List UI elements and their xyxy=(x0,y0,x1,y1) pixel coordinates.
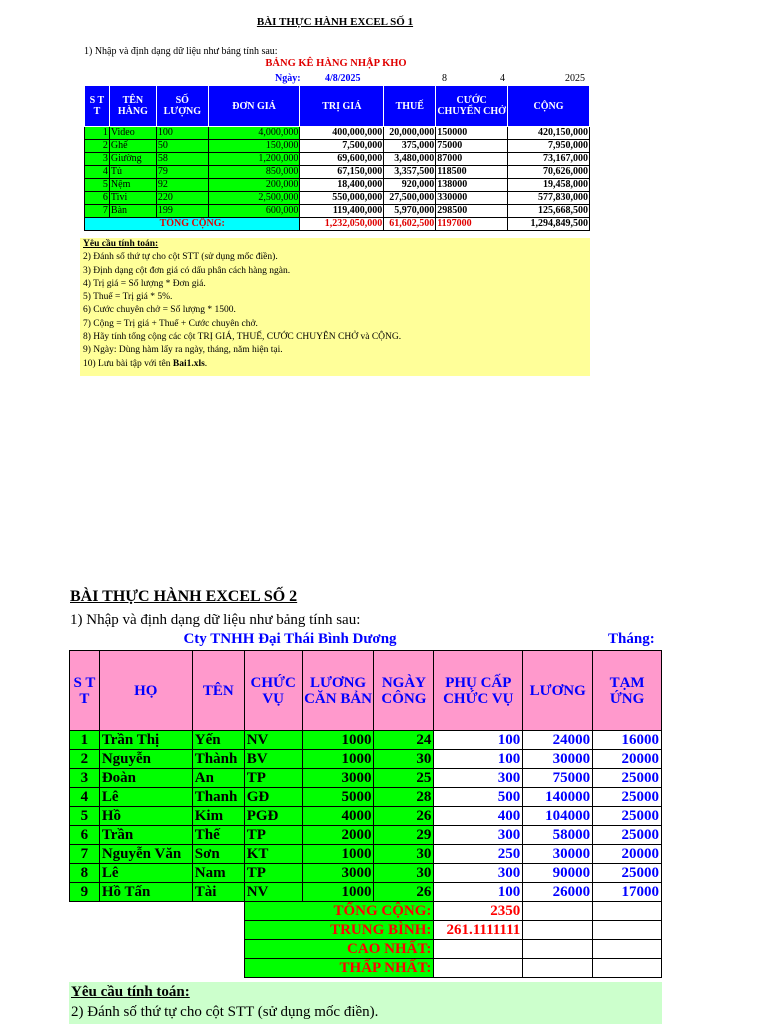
cell-cong[interactable]: 577,830,000 xyxy=(508,192,590,205)
blank-cell xyxy=(70,902,245,921)
cell-luong[interactable]: 75000 xyxy=(523,769,593,788)
table-row xyxy=(70,845,662,864)
cell-luong[interactable]: 104000 xyxy=(523,807,593,826)
note-item: 10) Lưu bài tập với tên Bai1.xls. xyxy=(83,358,208,369)
cell-ngay-cong[interactable]: 30 xyxy=(374,750,434,769)
cell-ho[interactable]: Hồ Tấn xyxy=(99,883,192,902)
cell-phu-cap-chuc-vu[interactable]: 300 xyxy=(434,864,523,883)
table-row xyxy=(70,731,662,750)
cell-so-luong[interactable]: 100 xyxy=(156,127,208,140)
empty-cell[interactable] xyxy=(523,902,593,921)
cell-phu-cap-chuc-vu[interactable]: 500 xyxy=(434,788,523,807)
cell-stt[interactable]: 2 xyxy=(70,750,100,769)
cell-tri-gia[interactable]: 400,000,000 xyxy=(300,127,384,140)
cell-ngay-cong[interactable]: 29 xyxy=(374,826,434,845)
cell-tri-gia[interactable]: 69,600,000 xyxy=(300,153,384,166)
cell-luong-can-ban[interactable]: 1000 xyxy=(302,731,374,750)
cell-don-gia[interactable]: 2,500,000 xyxy=(208,192,300,205)
cell-stt[interactable]: 6 xyxy=(70,826,100,845)
cell-chuc-vu[interactable]: KT xyxy=(244,845,302,864)
cell-ngay-cong[interactable]: 26 xyxy=(374,807,434,826)
header-ho[interactable]: HỌ xyxy=(99,651,192,731)
empty-cell[interactable] xyxy=(593,902,662,921)
note-item: 7) Cộng = Trị giá + Thuế + Cước chuyên chở. xyxy=(83,318,258,329)
table-row xyxy=(70,750,662,769)
empty-cell[interactable] xyxy=(593,940,662,959)
cell-tam-ung[interactable]: 25000 xyxy=(593,826,662,845)
total-thue[interactable]: 61,602,500 xyxy=(384,218,436,231)
cell-cuoc-chuyen-cho[interactable]: 330000 xyxy=(436,192,508,205)
cell-phu-cap-chuc-vu[interactable]: 100 xyxy=(434,883,523,902)
cell-phu-cap-chuc-vu[interactable]: 300 xyxy=(434,826,523,845)
table-row xyxy=(85,179,590,192)
cell-tri-gia[interactable]: 119,400,000 xyxy=(300,205,384,218)
cell-stt[interactable]: 7 xyxy=(85,205,110,218)
cell-luong-can-ban[interactable]: 1000 xyxy=(302,883,374,902)
cell-don-gia[interactable]: 4,000,000 xyxy=(208,127,300,140)
cell-ngay-cong[interactable]: 25 xyxy=(374,769,434,788)
cell-ho[interactable]: Hồ xyxy=(99,807,192,826)
header-thue[interactable]: THUẾ xyxy=(384,86,436,127)
cell-ten[interactable]: Thành xyxy=(192,750,244,769)
cell-cuoc-chuyen-cho[interactable]: 118500 xyxy=(436,166,508,179)
cell-luong[interactable]: 24000 xyxy=(523,731,593,750)
company-name: Cty TNHH Đại Thái Bình Dương xyxy=(183,631,397,647)
cell-cong[interactable]: 73,167,000 xyxy=(508,153,590,166)
cell-ten[interactable]: Nam xyxy=(192,864,244,883)
exercise2-table xyxy=(69,650,662,978)
cell-cong[interactable]: 125,668,500 xyxy=(508,205,590,218)
cell-stt[interactable]: 5 xyxy=(85,179,110,192)
total-cuoc-chuyen-cho[interactable]: 1197000 xyxy=(436,218,508,231)
blank-cell xyxy=(70,959,245,978)
table-row xyxy=(70,826,662,845)
cell-chuc-vu[interactable]: TP xyxy=(244,769,302,788)
cell-ten-hang[interactable]: Tivi xyxy=(109,192,156,205)
cell-thue[interactable]: 5,970,000 xyxy=(384,205,436,218)
cell-luong-can-ban[interactable]: 3000 xyxy=(302,769,374,788)
exercise1-notes xyxy=(80,238,590,376)
header-ten-hang[interactable]: TÊN HÀNG xyxy=(109,86,156,127)
cell-don-gia[interactable]: 850,000 xyxy=(208,166,300,179)
summary-value[interactable]: 261.1111111 xyxy=(434,921,523,940)
cell-ten[interactable]: Tài xyxy=(192,883,244,902)
cell-tam-ung[interactable]: 17000 xyxy=(593,883,662,902)
exercise1-table-title: BẢNG KÊ HÀNG NHẬP KHO xyxy=(265,58,407,69)
header-stt[interactable]: S T T xyxy=(70,651,100,731)
cell-phu-cap-chuc-vu[interactable]: 400 xyxy=(434,807,523,826)
summary-row xyxy=(70,959,662,978)
cell-so-luong[interactable]: 92 xyxy=(156,179,208,192)
cell-luong[interactable]: 90000 xyxy=(523,864,593,883)
blank-cell xyxy=(70,921,245,940)
cell-so-luong[interactable]: 79 xyxy=(156,166,208,179)
summary-label[interactable]: CAO NHẤT: xyxy=(244,940,434,959)
note-item: 5) Thuế = Trị giá * 5%. xyxy=(83,292,173,303)
note-item: 6) Cước chuyên chở = Số lượng * 1500. xyxy=(83,305,236,316)
cell-don-gia[interactable]: 150,000 xyxy=(208,140,300,153)
summary-value[interactable] xyxy=(434,959,523,978)
header-luong[interactable]: LƯƠNG xyxy=(523,651,593,731)
empty-cell[interactable] xyxy=(593,959,662,978)
cell-chuc-vu[interactable]: GĐ xyxy=(244,788,302,807)
cell-thue[interactable]: 27,500,000 xyxy=(384,192,436,205)
table-row xyxy=(70,788,662,807)
cell-cuoc-chuyen-cho[interactable]: 138000 xyxy=(436,179,508,192)
cell-ngay-cong[interactable]: 30 xyxy=(374,845,434,864)
cell-ho[interactable]: Nguyễn Văn xyxy=(99,845,192,864)
cell-so-luong[interactable]: 199 xyxy=(156,205,208,218)
cell-thue[interactable]: 20,000,000 xyxy=(384,127,436,140)
summary-label[interactable]: THẤP NHẤT: xyxy=(244,959,434,978)
date-label: Ngày: xyxy=(275,73,301,84)
cell-stt[interactable]: 8 xyxy=(70,864,100,883)
cell-chuc-vu[interactable]: TP xyxy=(244,826,302,845)
cell-phu-cap-chuc-vu[interactable]: 100 xyxy=(434,750,523,769)
cell-cong[interactable]: 19,458,000 xyxy=(508,179,590,192)
cell-luong-can-ban[interactable]: 5000 xyxy=(302,788,374,807)
cell-ten-hang[interactable]: Bàn xyxy=(109,205,156,218)
cell-phu-cap-chuc-vu[interactable]: 100 xyxy=(434,731,523,750)
cell-luong-can-ban[interactable]: 3000 xyxy=(302,864,374,883)
cell-stt[interactable]: 9 xyxy=(70,883,100,902)
empty-cell[interactable] xyxy=(523,959,593,978)
exercise1-date-row xyxy=(84,73,588,85)
cell-ngay-cong[interactable]: 26 xyxy=(374,883,434,902)
notes-heading: Yêu cầu tính toán: xyxy=(83,239,159,249)
cell-ten-hang[interactable]: Tủ xyxy=(109,166,156,179)
cell-chuc-vu[interactable]: PGĐ xyxy=(244,807,302,826)
cell-ho[interactable]: Lê xyxy=(99,788,192,807)
header-luong-can-ban[interactable]: LƯƠNG CĂN BẢN xyxy=(302,651,374,731)
cell-stt[interactable]: 4 xyxy=(85,166,110,179)
header-cong[interactable]: CỘNG xyxy=(508,86,590,127)
cell-phu-cap-chuc-vu[interactable]: 250 xyxy=(434,845,523,864)
cell-ngay-cong[interactable]: 30 xyxy=(374,864,434,883)
cell-so-luong[interactable]: 50 xyxy=(156,140,208,153)
table-row xyxy=(70,883,662,902)
cell-tri-gia[interactable]: 7,500,000 xyxy=(300,140,384,153)
cell-ho[interactable]: Nguyễn xyxy=(99,750,192,769)
year-value[interactable]: 2025 xyxy=(565,73,585,84)
month-label: Tháng: xyxy=(608,631,655,647)
summary-label[interactable]: TRUNG BÌNH: xyxy=(244,921,434,940)
table-row xyxy=(85,140,590,153)
cell-tri-gia[interactable]: 550,000,000 xyxy=(300,192,384,205)
note-item: 8) Hãy tính tổng cộng các cột TRỊ GIÁ, THUẾ, CƯỚC CHUYÊN CHỞ và CỘNG. xyxy=(83,332,402,343)
summary-row xyxy=(70,921,662,940)
header-tri-gia[interactable]: TRỊ GIÁ xyxy=(300,86,384,127)
cell-ngay-cong[interactable]: 24 xyxy=(374,731,434,750)
cell-cuoc-chuyen-cho[interactable]: 75000 xyxy=(436,140,508,153)
header-stt[interactable]: S T T xyxy=(85,86,110,127)
cell-cuoc-chuyen-cho[interactable]: 150000 xyxy=(436,127,508,140)
table-row xyxy=(85,153,590,166)
cell-ten[interactable]: An xyxy=(192,769,244,788)
summary-value[interactable]: 2350 xyxy=(434,902,523,921)
cell-chuc-vu[interactable]: TP xyxy=(244,864,302,883)
cell-thue[interactable]: 3,480,000 xyxy=(384,153,436,166)
cell-ten[interactable]: Kim xyxy=(192,807,244,826)
exercise1-table xyxy=(84,85,590,231)
cell-ten-hang[interactable]: Ghế xyxy=(109,140,156,153)
cell-ten[interactable]: Thanh xyxy=(192,788,244,807)
cell-ten-hang[interactable]: Nệm xyxy=(109,179,156,192)
cell-tam-ung[interactable]: 25000 xyxy=(593,807,662,826)
exercise1-title: BÀI THỰC HÀNH EXCEL SỐ 1 xyxy=(256,16,414,28)
exercise2-title: BÀI THỰC HÀNH EXCEL SỐ 2 xyxy=(70,588,298,605)
summary-value[interactable] xyxy=(434,940,523,959)
blank-cell xyxy=(70,940,245,959)
table-row xyxy=(85,127,590,140)
cell-stt[interactable]: 5 xyxy=(70,807,100,826)
cell-ho[interactable]: Lê xyxy=(99,864,192,883)
header-don-gia[interactable]: ĐƠN GIÁ xyxy=(208,86,300,127)
header-so-luong[interactable]: SỐ LƯỢNG xyxy=(156,86,208,127)
notes-heading: Yêu cầu tính toán: xyxy=(71,984,190,1000)
cell-ho[interactable]: Đoàn xyxy=(99,769,192,788)
cell-ho[interactable]: Trần Thị xyxy=(99,731,192,750)
table-row xyxy=(85,205,590,218)
table-row xyxy=(70,864,662,883)
total-row xyxy=(85,218,590,231)
header-ten[interactable]: TÊN xyxy=(192,651,244,731)
month-value[interactable]: 4 xyxy=(500,73,505,84)
cell-ten-hang[interactable]: Video xyxy=(109,127,156,140)
cell-stt[interactable]: 2 xyxy=(85,140,110,153)
empty-cell[interactable] xyxy=(523,921,593,940)
header-phu-cap-chuc-vu[interactable]: PHỤ CẤP CHỨC VỤ xyxy=(434,651,523,731)
cell-luong-can-ban[interactable]: 1000 xyxy=(302,750,374,769)
cell-so-luong[interactable]: 58 xyxy=(156,153,208,166)
cell-stt[interactable]: 1 xyxy=(85,127,110,140)
total-cong[interactable]: 1,294,849,500 xyxy=(508,218,590,231)
cell-thue[interactable]: 375,000 xyxy=(384,140,436,153)
empty-cell[interactable] xyxy=(593,921,662,940)
cell-cuoc-chuyen-cho[interactable]: 87000 xyxy=(436,153,508,166)
cell-tam-ung[interactable]: 25000 xyxy=(593,788,662,807)
cell-luong-can-ban[interactable]: 1000 xyxy=(302,845,374,864)
total-tri-gia[interactable]: 1,232,050,000 xyxy=(300,218,384,231)
cell-thue[interactable]: 3,357,500 xyxy=(384,166,436,179)
cell-tam-ung[interactable]: 25000 xyxy=(593,864,662,883)
cell-tri-gia[interactable]: 67,150,000 xyxy=(300,166,384,179)
cell-ten[interactable]: Thế xyxy=(192,826,244,845)
cell-tam-ung[interactable]: 25000 xyxy=(593,769,662,788)
table-row xyxy=(70,807,662,826)
note-item: 2) Đánh số thứ tự cho cột STT (sử dụng mốc điền). xyxy=(83,252,278,263)
cell-ten[interactable]: Yến xyxy=(192,731,244,750)
total-label[interactable]: TỔNG CỘNG: xyxy=(85,218,300,231)
empty-cell[interactable] xyxy=(523,940,593,959)
cell-luong[interactable]: 30000 xyxy=(523,750,593,769)
cell-tam-ung[interactable]: 20000 xyxy=(593,750,662,769)
exercise1-intro: 1) Nhập và định dạng dữ liệu như bảng tính sau: xyxy=(84,46,278,57)
table-row xyxy=(70,769,662,788)
cell-chuc-vu[interactable]: BV xyxy=(244,750,302,769)
cell-phu-cap-chuc-vu[interactable]: 300 xyxy=(434,769,523,788)
cell-stt[interactable]: 3 xyxy=(70,769,100,788)
cell-luong[interactable]: 58000 xyxy=(523,826,593,845)
cell-chuc-vu[interactable]: NV xyxy=(244,731,302,750)
header-tam-ung[interactable]: TẠM ỨNG xyxy=(593,651,662,731)
note-item: 9) Ngày: Dùng hàm lấy ra ngày, tháng, năm hiện tại. xyxy=(83,345,283,356)
cell-luong-can-ban[interactable]: 4000 xyxy=(302,807,374,826)
cell-cuoc-chuyen-cho[interactable]: 298500 xyxy=(436,205,508,218)
cell-don-gia[interactable]: 200,000 xyxy=(208,179,300,192)
summary-row xyxy=(70,902,662,921)
cell-stt[interactable]: 3 xyxy=(85,153,110,166)
cell-don-gia[interactable]: 1,200,000 xyxy=(208,153,300,166)
cell-cong[interactable]: 70,626,000 xyxy=(508,166,590,179)
cell-ten[interactable]: Sơn xyxy=(192,845,244,864)
cell-luong[interactable]: 140000 xyxy=(523,788,593,807)
table-row xyxy=(85,192,590,205)
cell-chuc-vu[interactable]: NV xyxy=(244,883,302,902)
cell-ho[interactable]: Trần xyxy=(99,826,192,845)
cell-cong[interactable]: 7,950,000 xyxy=(508,140,590,153)
cell-don-gia[interactable]: 600,000 xyxy=(208,205,300,218)
cell-stt[interactable]: 4 xyxy=(70,788,100,807)
summary-label[interactable]: TỔNG CỘNG: xyxy=(244,902,434,921)
cell-cong[interactable]: 420,150,000 xyxy=(508,127,590,140)
day-value[interactable]: 8 xyxy=(442,73,447,84)
header-cuoc-chuyen-cho[interactable]: CƯỚC CHUYỂN CHỞ xyxy=(436,86,508,127)
header-chuc-vu[interactable]: CHỨC VỤ xyxy=(244,651,302,731)
table-row xyxy=(85,166,590,179)
cell-tam-ung[interactable]: 16000 xyxy=(593,731,662,750)
exercise2-intro: 1) Nhập và định dạng dữ liệu như bảng tính sau: xyxy=(70,612,361,628)
cell-ngay-cong[interactable]: 28 xyxy=(374,788,434,807)
cell-thue[interactable]: 920,000 xyxy=(384,179,436,192)
cell-stt[interactable]: 6 xyxy=(85,192,110,205)
date-value[interactable]: 4/8/2025 xyxy=(325,73,361,84)
cell-so-luong[interactable]: 220 xyxy=(156,192,208,205)
cell-tam-ung[interactable]: 20000 xyxy=(593,845,662,864)
cell-luong[interactable]: 26000 xyxy=(523,883,593,902)
note-item: 4) Trị giá = Số lượng * Đơn giá. xyxy=(83,278,206,289)
cell-luong[interactable]: 30000 xyxy=(523,845,593,864)
cell-stt[interactable]: 1 xyxy=(70,731,100,750)
exercise2-notes xyxy=(69,982,662,1024)
cell-tri-gia[interactable]: 18,400,000 xyxy=(300,179,384,192)
header-ngay-cong[interactable]: NGÀY CÔNG xyxy=(374,651,434,731)
summary-row xyxy=(70,940,662,959)
cell-stt[interactable]: 7 xyxy=(70,845,100,864)
note-item: 3) Định dạng cột đơn giá có dấu phân cách hàng ngàn. xyxy=(83,265,291,276)
note-item: 2) Đánh số thứ tự cho cột STT (sử dụng mốc điền). xyxy=(71,1004,379,1020)
cell-luong-can-ban[interactable]: 2000 xyxy=(302,826,374,845)
cell-ten-hang[interactable]: Giường xyxy=(109,153,156,166)
